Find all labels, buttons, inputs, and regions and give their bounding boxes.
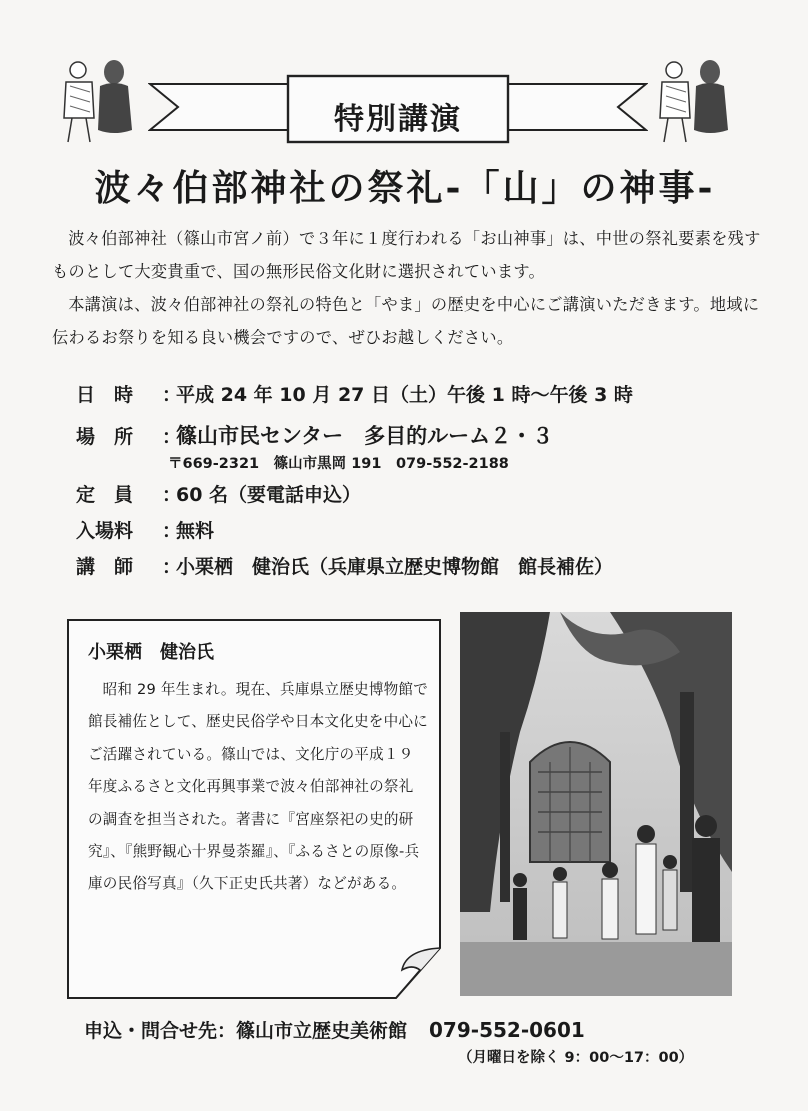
festival-figures-right-icon [652, 52, 734, 144]
banner-label: 特別講演 [334, 102, 462, 137]
date-value: 平成 24 年 10 月 27 日（土）午後 1 時～午後 3 時 [176, 384, 633, 406]
fee-value: 無料 [176, 520, 215, 542]
lecturer-row: 講 師 ：小栗栖 健治氏（兵庫県立歴史博物館 館長補佐） [76, 552, 613, 579]
capacity-value: 60 名（要電話申込） [176, 484, 362, 506]
fee-label: 入場料 [76, 520, 134, 542]
place-row: 場 所 ：篠山市民センター 多目的ルーム２・３ [76, 424, 554, 448]
capacity-row: 定 員 ：60 名（要電話申込） [76, 480, 361, 507]
intro-paragraph-1: 波々伯部神社（篠山市宮ノ前）で３年に１度行われる「お山神事」は、中世の祭礼要素を残すものとして大変貴重で、国の無形民俗文化財に選択されています。 [52, 229, 761, 281]
festival-figures-left-icon [56, 52, 138, 144]
festival-photo-icon [460, 612, 732, 996]
lecturer-bio-box [66, 618, 442, 1000]
date-row: 日 時 ：平成 24 年 10 月 27 日（土）午後 1 時～午後 3 時 [76, 380, 633, 407]
place-value: 篠山市民センター 多目的ルーム２・３ [176, 424, 554, 448]
festival-photo [460, 612, 732, 996]
bio-text [88, 674, 428, 901]
contact-label: 申込・問合せ先：篠山市立歴史美術館 [84, 1020, 408, 1042]
lecturer-value: 小栗栖 健治氏（兵庫県立歴史博物館 館長補佐） [176, 556, 614, 578]
contact-hours: （月曜日を除く 9：00～17：00） [458, 1050, 694, 1066]
bio-paragraph: 昭和 29 年生まれ。現在、兵庫県立歴史博物館で館長補佐として、歴史民俗学や日本文化史を中心にご活躍されている。篠山では、文化庁の平成１９年度ふるさと文化再興事業で波々伯部神社の祭礼の調査を担当された。著書に『宮座祭祀の史的研究』、『熊野観心十界曼荼羅』、『ふるさとの原像-兵庫の民俗写真』（久下正史氏共著）などがある。 [88, 681, 428, 893]
lecturer-label: 講 師 [76, 556, 134, 578]
intro-paragraph-2: 本講演は、波々伯部神社の祭礼の特色と「やま」の歴史を中心にご講演いただきます。地域に伝わるお祭りを知る良い機会ですので、ぜひお越しください。 [52, 295, 760, 347]
fee-row: 入場料 ：無料 [76, 516, 214, 543]
place-label: 場 所 [76, 426, 134, 448]
bio-name: 小栗栖 健治氏 [88, 642, 214, 663]
page-title: 波々伯部神社の祭礼-「山」の神事- [94, 167, 716, 209]
capacity-label: 定 員 [76, 484, 134, 506]
contact-line [84, 1016, 585, 1043]
special-lecture-banner [148, 72, 648, 152]
place-address: 〒669-2321 篠山市黒岡 191 079-552-2188 [168, 456, 509, 472]
intro-text [52, 222, 764, 354]
contact-phone: 079-552-0601 [429, 1018, 585, 1042]
date-label: 日 時 [76, 384, 134, 406]
